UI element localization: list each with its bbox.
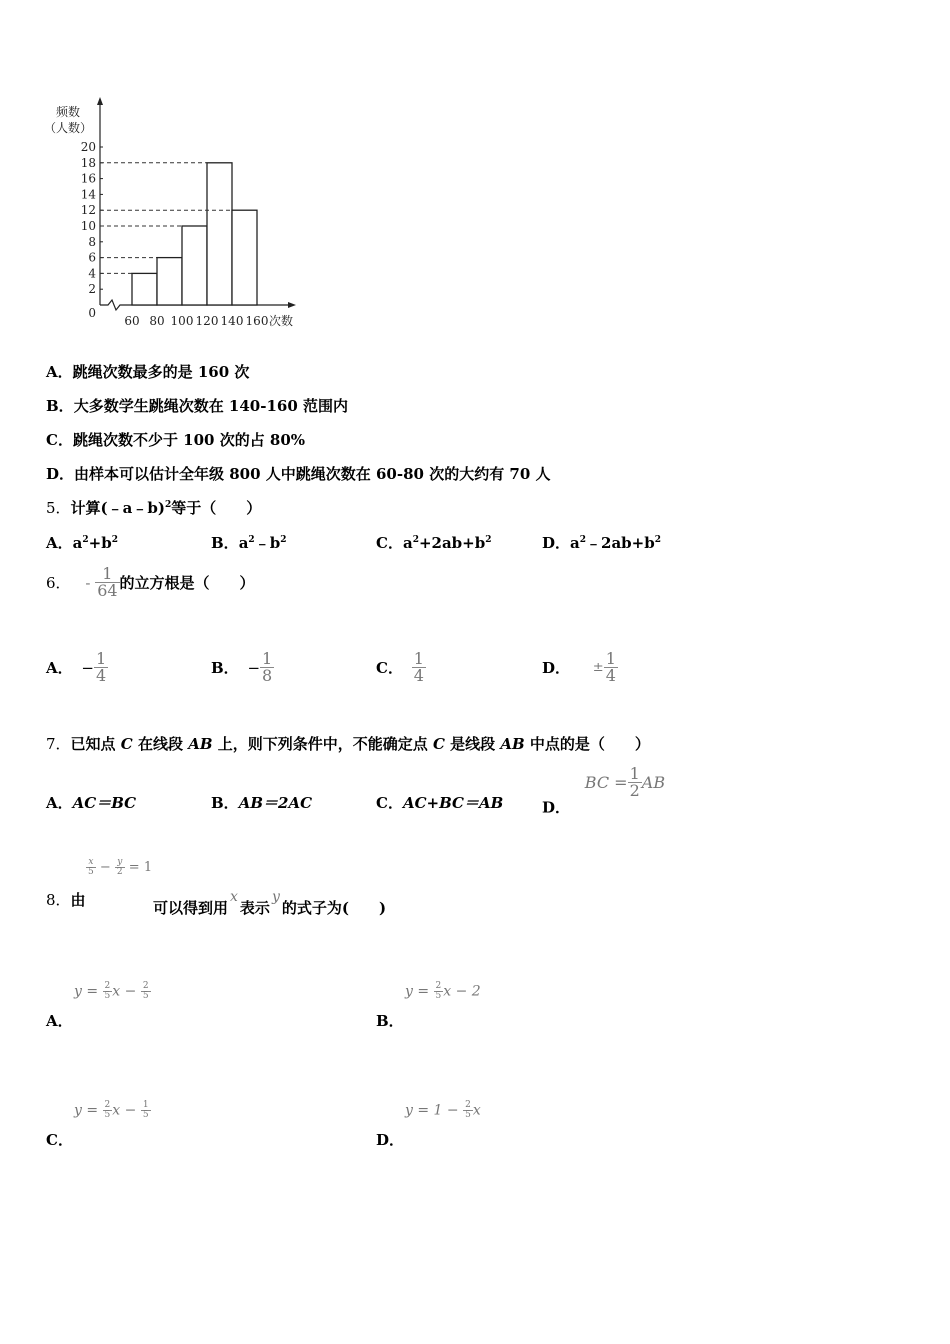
y-tick-label: 2 [88, 282, 96, 297]
expr-fraction [141, 1101, 151, 1120]
expr-fraction [103, 1101, 113, 1120]
question-number: 7． [46, 735, 71, 753]
option-fraction [260, 651, 274, 684]
fraction-numerator: 1 [142, 1100, 149, 1110]
q5-stem-prefix: 计算(﹣a﹣b) [70, 499, 165, 517]
y-axis-label: （人数） [43, 121, 93, 135]
q7-segment: AB [188, 735, 213, 753]
q8-stem-start [46, 889, 86, 910]
x-tick-label: 100 [170, 314, 194, 328]
fraction-numerator: 2 [142, 981, 149, 991]
expr-fraction [103, 982, 113, 1001]
q6-option-a [46, 651, 108, 684]
option-letter: A． [46, 363, 73, 381]
option-letter: D． [46, 465, 75, 483]
x-tick-label: 60 [124, 314, 140, 328]
question-number: 6． [46, 574, 71, 592]
expr-part: y = [74, 1102, 103, 1119]
q8-text: 表示 [239, 899, 270, 917]
option-term: ﹣2ab+b [586, 534, 655, 552]
q5-stem [46, 497, 261, 518]
y-axis-arrow [97, 97, 103, 105]
fraction-denominator: 4 [605, 666, 616, 685]
option-lhs: BC = [584, 773, 628, 792]
y-axis-label: 频数 [55, 105, 81, 119]
option-letter: B． [211, 659, 239, 677]
expr-part: y = [74, 983, 103, 1000]
y-tick-label: 12 [80, 203, 96, 218]
option-letter: B． [211, 794, 239, 812]
fraction-numerator: 1 [413, 649, 424, 668]
histogram-bar [157, 258, 182, 305]
fraction-denominator: 5 [142, 1110, 149, 1120]
option-term: ﹣b [254, 534, 281, 552]
q4-option-a [46, 361, 249, 382]
fraction-denominator: 4 [413, 666, 424, 685]
q7-text: 是线段 [444, 735, 501, 753]
q7-segment: AB [500, 735, 525, 753]
q5-option-d [542, 532, 661, 553]
option-term: a [238, 534, 249, 552]
equation-operator: − [99, 860, 111, 875]
expr-part: y = [405, 983, 434, 1000]
q8-option-a-letter: A． [46, 1012, 73, 1030]
option-letter: A． [46, 794, 73, 812]
fraction-denominator: 5 [465, 1110, 471, 1120]
q8-option-d-letter: D． [376, 1131, 405, 1149]
expr-part: y = 1 − [405, 1102, 464, 1119]
fraction-denominator: 64 [97, 581, 118, 600]
option-letter: D． [542, 798, 571, 817]
equation-fraction [86, 858, 96, 877]
option-fraction [94, 651, 108, 684]
x-axis-arrow [288, 302, 296, 308]
q8-option-a-expr [74, 982, 151, 1001]
q8-option-b-letter: B． [376, 1012, 404, 1030]
option-sup: 2 [82, 535, 89, 545]
x-tick-label: 140 [220, 314, 244, 328]
fraction-denominator: 8 [262, 666, 273, 685]
fraction-numerator: 2 [435, 981, 442, 991]
histogram-bar [182, 226, 207, 305]
option-letter: C． [376, 794, 403, 812]
option-term: a [570, 534, 580, 552]
q8-stem-end [153, 889, 386, 918]
option-text: AC＝BC [72, 794, 137, 812]
option-sign: − [247, 658, 261, 677]
q8-variable: y [271, 889, 280, 905]
q5-stem-suffix: 等于（ ） [171, 499, 262, 517]
option-term: a [402, 534, 413, 552]
q6-fraction [95, 566, 119, 599]
option-letter: C． [376, 659, 403, 677]
x-tick-label: 80 [149, 314, 165, 328]
expr-fraction [463, 1101, 473, 1120]
option-text: AC+BC＝AB [402, 794, 504, 812]
fraction-denominator: 5 [142, 991, 149, 1001]
q7-option-c [376, 792, 503, 813]
q6-minus: - [85, 573, 91, 592]
fraction-denominator: 5 [435, 991, 442, 1001]
expr-part: x − 2 [443, 983, 481, 1000]
option-letter: C． [376, 534, 403, 552]
option-term: +2ab+b [418, 534, 486, 552]
option-sup: 2 [280, 535, 287, 545]
option-sign: ± [592, 660, 604, 675]
option-sup: 2 [654, 535, 661, 545]
fraction-numerator: 2 [104, 1100, 111, 1110]
q6-option-d [542, 651, 618, 684]
q7-point: C [120, 735, 133, 753]
fraction-denominator: 5 [88, 867, 94, 877]
q8-text: 可以得到用 [153, 899, 229, 917]
q8-variable: x [230, 889, 238, 905]
option-sup: 2 [579, 535, 587, 545]
q5-option-a [46, 532, 118, 553]
question-number: 5． [46, 499, 71, 517]
q8-option-b-expr [405, 982, 481, 1001]
q7-text: 上，则下列条件中，不能确定点 [212, 735, 433, 753]
option-text: AB＝2AC [238, 794, 313, 812]
equation-fraction [115, 858, 125, 877]
fraction-denominator: 4 [96, 666, 107, 685]
y-tick-label: 8 [88, 234, 96, 249]
q5-option-c [376, 532, 492, 553]
option-letter: A． [46, 659, 73, 677]
option-letter: A． [46, 534, 73, 552]
histogram-bar [207, 163, 232, 305]
option-letter: B． [46, 397, 74, 415]
q8-option-c-expr [74, 1101, 151, 1120]
fraction-numerator: 2 [465, 1100, 471, 1110]
option-sup: 2 [111, 535, 118, 545]
expr-part: x [472, 1102, 481, 1119]
histogram-chart [40, 95, 320, 335]
option-sup: 2 [485, 535, 492, 545]
q4-option-b [46, 395, 348, 416]
fraction-denominator: 2 [629, 781, 640, 800]
y-tick-label: 20 [80, 140, 96, 154]
y-tick-label: 4 [88, 266, 96, 281]
option-rhs: AB [641, 773, 666, 792]
option-letter: B． [211, 534, 239, 552]
option-sup: 2 [412, 535, 419, 545]
q7-text: 已知点 [70, 735, 121, 753]
option-fraction [412, 651, 426, 684]
fraction-numerator: 1 [96, 649, 107, 668]
y-tick-label: 14 [80, 187, 96, 202]
fraction-denominator: 2 [116, 867, 123, 877]
histogram-bar [232, 210, 257, 305]
option-fraction [628, 766, 642, 799]
question-number: 8． [46, 891, 71, 909]
option-term: +b [88, 534, 112, 552]
q8-option-d-expr [405, 1101, 481, 1120]
q8-text: 的式子为( ) [281, 899, 387, 917]
fraction-numerator: 1 [262, 649, 273, 668]
fraction-numerator: y [117, 857, 123, 867]
fraction-numerator: 2 [104, 981, 111, 991]
q6-stem [46, 566, 255, 612]
fraction-numerator: x [88, 857, 94, 867]
q7-point: C [432, 735, 445, 753]
x-tick-label: 120 [195, 314, 219, 328]
q7-text: 中点的是（ ） [524, 735, 650, 753]
q7-stem [46, 733, 650, 754]
y-tick-label: 0 [88, 306, 96, 320]
q6-option-b [211, 651, 274, 684]
option-letter: D． [542, 659, 571, 677]
q7-option-d [542, 766, 665, 818]
option-text: 跳绳次数最多的是 160 次 [72, 363, 250, 381]
option-term: a [72, 534, 83, 552]
option-sign: − [81, 658, 94, 677]
fraction-numerator: 1 [102, 564, 113, 583]
expr-part: x − [112, 1102, 141, 1119]
chart-root [44, 97, 296, 328]
q6-stem-text: 的立方根是（ ） [119, 574, 255, 592]
fraction-numerator: 1 [629, 764, 640, 783]
fraction-denominator: 5 [104, 991, 111, 1001]
y-tick-label: 16 [80, 171, 96, 186]
q5-option-b [211, 532, 286, 553]
x-axis-label: 次数 [269, 314, 294, 328]
q7-text: 在线段 [132, 735, 189, 753]
x-tick-label: 160 [245, 314, 269, 328]
y-tick-label: 6 [88, 250, 96, 265]
option-text: 由样本可以估计全年级 800 人中跳绳次数在 60-80 次的大约有 70 人 [74, 465, 551, 483]
q8-option-c-letter: C． [46, 1131, 73, 1149]
histogram-bar [132, 273, 157, 305]
y-tick-label: 18 [80, 155, 96, 170]
q6-option-c [376, 651, 426, 684]
option-text: 大多数学生跳绳次数在 140-160 范围内 [73, 397, 348, 415]
option-letter: D． [542, 534, 571, 552]
option-letter: C． [46, 431, 73, 449]
q5-stem-sup: 2 [164, 500, 172, 510]
q7-option-a [46, 792, 136, 813]
expr-fraction [434, 982, 444, 1001]
expr-part: x − [112, 983, 141, 1000]
option-text: 跳绳次数不少于 100 次的占 80% [72, 431, 306, 449]
fraction-denominator: 5 [104, 1110, 111, 1120]
option-sup: 2 [248, 535, 255, 545]
q8-text: 由 [70, 891, 86, 909]
expr-fraction [141, 982, 151, 1001]
option-fraction [604, 651, 618, 684]
y-tick-label: 10 [80, 219, 96, 233]
fraction-numerator: 1 [605, 649, 616, 668]
q8-given-equation [86, 858, 152, 877]
x-axis-break [100, 300, 132, 310]
q7-option-b [211, 792, 312, 813]
q4-option-d [46, 463, 551, 484]
equation-rhs: = 1 [128, 860, 153, 875]
q4-option-c [46, 429, 305, 450]
